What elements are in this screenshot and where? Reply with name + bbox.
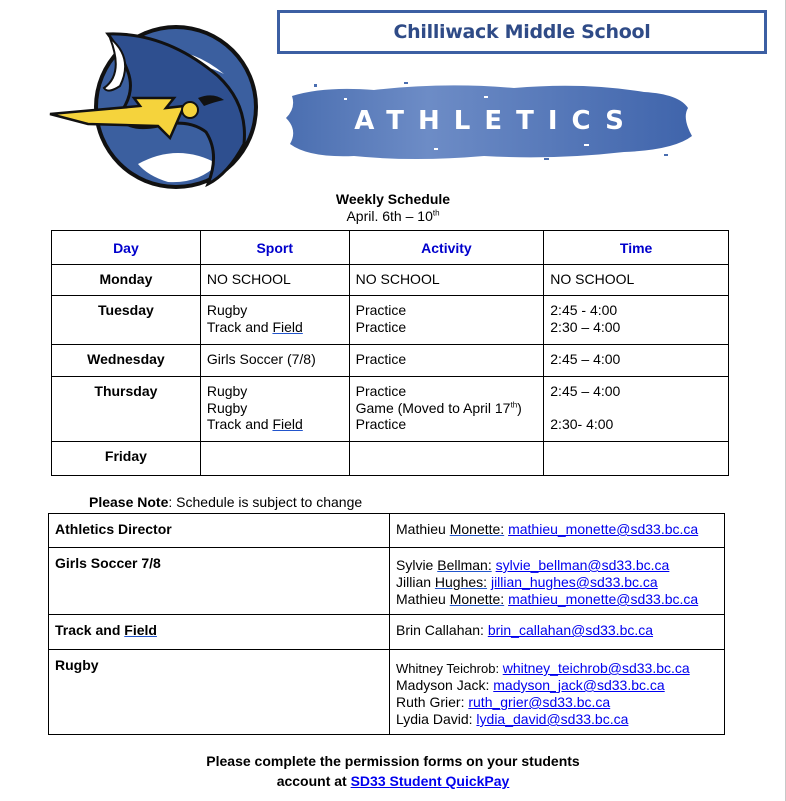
email-link[interactable]: madyson_jack@sd33.bc.ca — [493, 677, 665, 693]
schedule-row-wednesday — [52, 345, 729, 377]
activity-cell — [349, 442, 544, 476]
time-cell — [544, 377, 729, 442]
schedule-note — [89, 494, 362, 510]
time-cell — [544, 296, 729, 345]
sport-entry-underlined: Field — [272, 318, 303, 335]
day-cell: Friday — [52, 442, 201, 476]
activity-cell — [349, 377, 544, 442]
activity-entry: Practice — [355, 416, 407, 432]
contact-person — [396, 591, 718, 608]
column-header-activity: Activity — [349, 231, 544, 265]
contact-row-girls-soccer — [49, 548, 725, 615]
contact-people — [390, 514, 725, 548]
day-cell: Wednesday — [52, 345, 201, 377]
schedule-title: Weekly Schedule — [335, 191, 451, 207]
contact-people — [390, 615, 725, 650]
column-header-time: Time — [544, 231, 729, 265]
sport-cell — [200, 442, 349, 476]
contact-role — [49, 615, 390, 650]
contacts-table — [48, 513, 725, 735]
sport-cell: NO SCHOOL — [200, 265, 349, 296]
day-cell: Tuesday — [52, 296, 201, 345]
email-link[interactable]: mathieu_monette@sd33.bc.ca — [508, 521, 699, 537]
permission-footer — [0, 751, 786, 791]
email-link[interactable]: whitney_teichrob@sd33.bc.ca — [502, 660, 690, 676]
email-link[interactable]: mathieu_monette@sd33.bc.ca — [508, 591, 699, 607]
contact-role: Girls Soccer 7/8 — [49, 548, 390, 615]
activity-cell — [349, 296, 544, 345]
role-text-underlined: Field — [124, 622, 157, 638]
activity-entry — [356, 400, 538, 417]
activity-cell: NO SCHOOL — [349, 265, 544, 296]
contact-person — [396, 622, 718, 640]
time-entry: 2:30- 4:00 — [550, 416, 614, 432]
time-entry-blank — [550, 400, 722, 417]
person-last-name: Bellman: — [437, 557, 492, 573]
contact-person — [396, 711, 718, 728]
date-range-text: April. 6th – 10 — [346, 208, 433, 224]
sport-entry-text: Track and — [206, 318, 273, 335]
activity-entry: Practice — [355, 318, 407, 335]
schedule-row-friday — [52, 442, 729, 476]
time-cell — [544, 442, 729, 476]
sport-cell: Girls Soccer (7/8) — [200, 345, 349, 377]
contact-person — [396, 557, 718, 574]
email-link[interactable]: jillian_hughes@sd33.bc.ca — [490, 574, 658, 590]
activity-entry: Practice — [355, 383, 407, 399]
contact-person — [396, 694, 718, 711]
activity-cell: Practice — [349, 345, 544, 377]
email-link[interactable]: lydia_david@sd33.bc.ca — [476, 711, 629, 727]
date-range-suffix: th — [432, 208, 440, 218]
person-first-name: Jillian — [396, 574, 435, 590]
person-last-name: Monette: — [449, 591, 505, 607]
person-first-name: Mathieu — [396, 591, 450, 607]
column-header-sport: Sport — [200, 231, 349, 265]
contact-row-track-and-field — [49, 615, 725, 650]
email-link[interactable]: brin_callahan@sd33.bc.ca — [487, 622, 654, 638]
column-header-day: Day — [52, 231, 201, 265]
quickpay-link[interactable]: SD33 Student QuickPay — [350, 773, 510, 789]
person-name: Brin Callahan: — [396, 622, 488, 638]
email-link[interactable]: ruth_grier@sd33.bc.ca — [468, 694, 611, 710]
person-name: Lydia David: — [396, 711, 477, 727]
schedule-row-monday — [52, 265, 729, 296]
activity-entry-text: Game (Moved to April 17 — [355, 399, 511, 416]
person-name: Whitney Teichrob: — [396, 661, 503, 676]
sport-entry-underlined: Field — [272, 416, 303, 432]
sport-entry — [207, 416, 343, 433]
person-last-name: Monette: — [449, 521, 505, 537]
footer-line-2 — [0, 771, 786, 791]
footer-line-1: Please complete the permission forms on your students — [206, 753, 580, 769]
person-name: Ruth Grier: — [396, 694, 469, 710]
person-name: Madyson Jack: — [396, 677, 494, 693]
sport-entry: Rugby — [206, 383, 248, 399]
day-cell: Monday — [52, 265, 201, 296]
contact-row-rugby — [49, 650, 725, 735]
activity-entry-sup: th — [510, 399, 518, 409]
time-cell: 2:45 – 4:00 — [544, 345, 729, 377]
role-text: Track and — [55, 622, 125, 638]
weekly-schedule-table — [51, 230, 729, 476]
email-link[interactable]: sylvie_bellman@sd33.bc.ca — [495, 557, 670, 573]
schedule-date-range — [0, 208, 786, 224]
sport-entry — [207, 319, 343, 336]
person-first-name: Sylvie — [396, 557, 438, 573]
athletics-banner-text: ATHLETICS — [354, 106, 638, 136]
person-first-name: Mathieu — [396, 521, 450, 537]
contact-person — [396, 521, 718, 539]
sport-cell — [200, 377, 349, 442]
schedule-row-tuesday — [52, 296, 729, 345]
day-cell: Thursday — [52, 377, 201, 442]
time-entry: 2:30 – 4:00 — [550, 318, 621, 335]
sport-entry: Rugby — [206, 399, 248, 416]
contact-person — [396, 574, 718, 591]
note-label: Please Note — [89, 494, 169, 510]
time-entry: 2:45 - 4:00 — [550, 302, 618, 318]
time-entry: 2:45 – 4:00 — [550, 383, 621, 399]
footer-line-2-text: account at — [276, 773, 351, 789]
sport-entry-text: Track and — [206, 416, 273, 432]
sport-entry: Rugby — [206, 302, 248, 318]
activity-entry: Practice — [355, 302, 407, 318]
schedule-header-row — [52, 231, 729, 265]
activity-entry-close: ) — [517, 399, 522, 416]
contact-role: Rugby — [49, 650, 390, 735]
note-text: : Schedule is subject to change — [168, 494, 363, 510]
person-last-name: Hughes: — [434, 574, 488, 590]
school-title-box — [277, 10, 767, 54]
school-logo-hawk-icon — [48, 14, 260, 194]
contact-people — [390, 650, 725, 735]
time-cell: NO SCHOOL — [544, 265, 729, 296]
contact-person — [396, 677, 718, 694]
contact-row-athletics-director — [49, 514, 725, 548]
sport-cell — [200, 296, 349, 345]
school-name: Chilliwack Middle School — [393, 21, 651, 43]
contact-role: Athletics Director — [49, 514, 390, 548]
contact-people — [390, 548, 725, 615]
schedule-row-thursday — [52, 377, 729, 442]
contact-person — [396, 660, 718, 677]
